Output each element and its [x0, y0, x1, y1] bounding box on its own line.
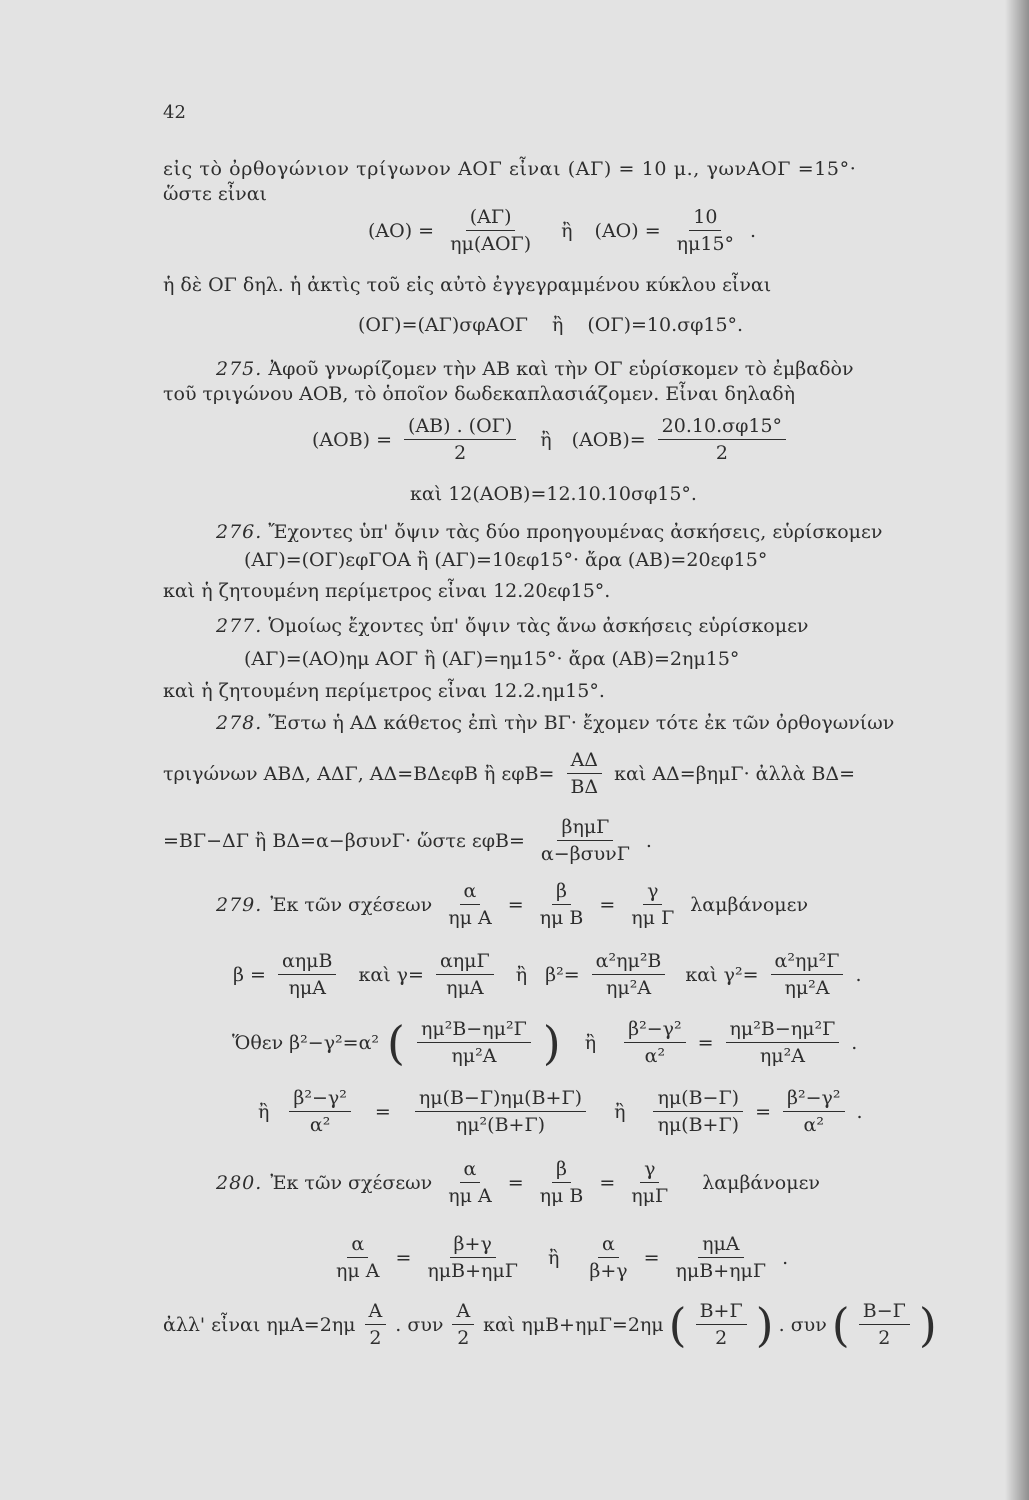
paragraph-278-line1	[216, 712, 894, 734]
numerator: β	[552, 880, 571, 905]
denominator: 2	[454, 442, 467, 464]
left-paren: (	[831, 1297, 850, 1352]
numerator: βημΓ	[557, 816, 613, 841]
eq-text: β =	[233, 963, 266, 986]
eq-text: λαμβάνομεν	[690, 893, 809, 916]
eq-equals: =	[507, 893, 524, 916]
paragraph-276-line1	[216, 521, 882, 543]
text-line: εἰς τὸ ὀρθογώνιον τρίγωνον ΑΟΓ εἶναι (ΑΓ) = 10 μ., γωνΑΟΓ =15°·	[163, 158, 857, 180]
numerator: β	[552, 1158, 571, 1183]
fraction	[452, 1300, 474, 1349]
eq-or: ἢ	[515, 963, 528, 986]
fraction	[436, 950, 494, 999]
eq-text: Ἐκ τῶν σχέσεων	[270, 1171, 433, 1194]
fraction	[446, 206, 535, 255]
eq-equals: =	[507, 1171, 524, 1194]
fraction	[771, 950, 844, 999]
fraction	[592, 950, 666, 999]
eq-equals: =	[599, 893, 616, 916]
eq-text: β²=	[545, 963, 580, 986]
denominator: α²	[803, 1114, 824, 1136]
numerator: Β−Γ	[859, 1300, 910, 1325]
denominator: α−βσυνΓ	[540, 843, 630, 865]
fraction	[536, 880, 588, 929]
eq-equals: =	[395, 1246, 412, 1269]
denominator: ημΒ+ημΓ	[675, 1260, 767, 1282]
fraction	[696, 1300, 747, 1349]
fraction	[658, 415, 786, 464]
denominator: ημ²(Β+Γ)	[455, 1114, 546, 1136]
equation-278-b	[163, 816, 652, 865]
fraction	[624, 1018, 686, 1067]
eq-end: .	[782, 1246, 789, 1269]
denominator: 2	[715, 1327, 728, 1349]
eq-text: λαμβάνομεν	[702, 1171, 820, 1194]
denominator: ημΓ	[631, 1185, 669, 1207]
numerator: Α	[452, 1300, 474, 1325]
equation-aob	[312, 415, 790, 464]
numerator: αημΒ	[278, 950, 337, 975]
denominator: ημΑ	[446, 977, 484, 999]
numerator: 20.10.σφ15°	[658, 415, 786, 440]
eq-text: . συν	[395, 1313, 444, 1336]
paragraph-276-equation: (ΑΓ)=(ΟΓ)εφΓΟΑ ἢ (ΑΓ)=10εφ15°· ἄρα (ΑΒ)=20εφ15°	[244, 549, 768, 571]
denominator: ημ Β	[539, 1185, 584, 1207]
denominator: ημΒ+ημΓ	[427, 1260, 518, 1282]
denominator: β+γ	[589, 1260, 628, 1282]
eq-end: .	[855, 963, 862, 986]
eq-text: ἀλλ' εἶναι ημΑ=2ημ	[163, 1313, 356, 1336]
text-line: ἡ δὲ ΟΓ δηλ. ἡ ἀκτὶς τοῦ εἰς αὐτὸ ἐγγεγραμμένου κύκλου εἶναι	[163, 274, 772, 296]
text: Ἀφοῦ γνωρίζομεν τὴν ΑΒ καὶ τὴν ΟΓ εὑρίσκομεν τὸ ἐμβαδὸν	[268, 358, 854, 380]
paragraph-275-line1	[216, 358, 854, 380]
denominator: 2	[457, 1327, 470, 1349]
fraction	[783, 1087, 845, 1136]
equation-279-r1	[233, 950, 862, 999]
denominator: ημ Α	[448, 907, 492, 929]
eq-text: . συν	[778, 1313, 827, 1336]
eq-or: ἢ	[614, 1100, 626, 1123]
fraction	[672, 1233, 771, 1282]
numerator: Α	[365, 1300, 387, 1325]
numerator: β²−γ²	[783, 1087, 845, 1112]
fraction	[673, 206, 738, 255]
eq-or: ἢ	[540, 428, 552, 451]
equation-279-r2	[232, 1015, 858, 1070]
equation-280-r2	[163, 1297, 937, 1352]
denominator: ημ²Α	[759, 1045, 805, 1067]
fraction	[859, 1300, 910, 1349]
numerator: α	[347, 1233, 368, 1258]
paragraph-277-line1	[216, 615, 809, 637]
denominator: 2	[369, 1327, 382, 1349]
exercise-number: 277.	[216, 615, 263, 637]
eq-end: .	[750, 219, 757, 242]
fraction	[537, 816, 634, 865]
fraction	[423, 1233, 522, 1282]
exercise-number: 276.	[216, 521, 263, 543]
numerator: α	[460, 1158, 481, 1183]
fraction	[444, 880, 496, 929]
eq-or: ἢ	[547, 1246, 560, 1269]
fraction	[332, 1233, 384, 1282]
numerator: Β+Γ	[696, 1300, 747, 1325]
denominator: ΒΔ	[570, 776, 599, 798]
numerator: α²ημ²Β	[592, 950, 666, 975]
fraction	[404, 415, 516, 464]
paragraph-275-line2: τοῦ τριγώνου ΑΟΒ, τὸ ὁποῖον δωδεκαπλασιάζομεν. Εἶναι δηλαδὴ	[163, 383, 796, 405]
equation-280-r1	[328, 1233, 788, 1282]
eq-text: Ἐκ τῶν σχέσεων	[270, 893, 433, 916]
eq-or: ἢ	[561, 219, 573, 242]
eq-end: .	[645, 829, 652, 852]
denominator: ημ²Α	[451, 1045, 497, 1067]
fraction	[566, 749, 602, 798]
paragraph-277-equation: (ΑΓ)=(ΑΟ)ημ ΑΟΓ ἢ (ΑΓ)=ημ15°· ἄρα (ΑΒ)=2ημ15°	[244, 648, 740, 670]
numerator: γ	[643, 880, 662, 905]
fraction	[444, 1158, 496, 1207]
page-edge-shadow	[1005, 0, 1029, 1500]
paragraph-277-line2: καὶ ἡ ζητουμένη περίμετρος εἶναι 12.2.ημ15°.	[163, 680, 605, 702]
eq-text: καὶ ΑΔ=βημΓ· ἀλλὰ ΒΔ=	[614, 762, 856, 785]
text-line: ὥστε εἶναι	[163, 183, 267, 205]
fraction	[585, 1233, 631, 1282]
denominator: ημ²Α	[784, 977, 830, 999]
fraction	[627, 880, 678, 929]
numerator: β²−γ²	[289, 1087, 351, 1112]
exercise-number: 280.	[216, 1171, 263, 1194]
numerator: α²ημ²Γ	[771, 950, 844, 975]
eq-end: .	[851, 1031, 858, 1054]
text: Ὁμοίως ἔχοντες ὑπ' ὄψιν τὰς ἄνω ἀσκήσεις εὑρίσκομεν	[268, 615, 809, 637]
eq-text: (ΟΓ)=10.σφ15°.	[587, 314, 744, 336]
eq-text: τριγώνων ΑΒΔ, ΑΔΓ, ΑΔ=ΒΔεφΒ ἢ εφΒ=	[163, 762, 555, 785]
equation-279-r3	[258, 1087, 863, 1136]
numerator: α	[598, 1233, 619, 1258]
eq-or: ἢ	[552, 314, 564, 336]
denominator: ημ²Α	[605, 977, 652, 999]
eq-equals: =	[643, 1246, 660, 1269]
eq-or: ἢ	[258, 1100, 270, 1123]
fraction	[417, 1018, 531, 1067]
numerator: β²−γ²	[624, 1018, 686, 1043]
eq-end: .	[856, 1100, 863, 1123]
fraction	[536, 1158, 588, 1207]
exercise-number: 275.	[216, 358, 263, 380]
equation-278-a	[163, 749, 855, 798]
equation-ao	[368, 206, 756, 255]
denominator: ημ Α	[336, 1260, 380, 1282]
right-paren: )	[542, 1015, 561, 1070]
denominator: ημ(Β+Γ)	[657, 1114, 740, 1136]
equation-og	[358, 314, 743, 336]
eq-text: καὶ γ=	[358, 963, 424, 986]
numerator: 10	[689, 206, 721, 231]
text-line: καὶ 12(ΑΟΒ)=12.10.10σφ15°.	[410, 483, 697, 505]
denominator: 2	[878, 1327, 891, 1349]
right-paren: )	[755, 1297, 774, 1352]
right-paren: )	[918, 1297, 937, 1352]
left-paren: (	[387, 1015, 405, 1070]
fraction	[278, 950, 337, 999]
numerator: (ΑΓ)	[466, 206, 516, 231]
text: Ἔχοντες ὑπ' ὄψιν τὰς δύο προηγουμένας ἀσκήσεις, εὑρίσκομεν	[268, 521, 883, 543]
numerator: (ΑΒ) . (ΟΓ)	[404, 415, 516, 440]
equation-280-lead	[216, 1158, 820, 1207]
denominator: ημ(ΑΟΓ)	[450, 233, 532, 255]
eq-text: (ΑΟ) =	[594, 219, 661, 242]
exercise-number: 279.	[216, 893, 263, 916]
eq-text: (ΑΟΒ)=	[571, 428, 646, 451]
denominator: ημ Γ	[631, 907, 675, 929]
fraction	[415, 1087, 586, 1136]
denominator: α²	[309, 1114, 331, 1136]
eq-equals: =	[374, 1100, 391, 1123]
denominator: α²	[644, 1045, 666, 1067]
eq-text: (ΑΟ) =	[368, 219, 435, 242]
numerator: ΑΔ	[567, 749, 602, 774]
paragraph-276-line2: καὶ ἡ ζητουμένη περίμετρος εἶναι 12.20εφ15°.	[163, 580, 611, 602]
numerator: γ	[640, 1158, 659, 1183]
fraction	[627, 1158, 672, 1207]
eq-equals: =	[697, 1031, 714, 1054]
numerator: α	[460, 880, 481, 905]
numerator: ημ(Β−Γ)ημ(Β+Γ)	[415, 1087, 586, 1112]
denominator: ημ Β	[539, 907, 584, 929]
numerator: αημΓ	[436, 950, 494, 975]
denominator: ημΑ	[288, 977, 326, 999]
eq-text: (ΑΟΒ) =	[312, 428, 393, 451]
numerator: ημ²Β−ημ²Γ	[726, 1018, 840, 1043]
numerator: β+γ	[450, 1233, 496, 1258]
eq-text: (ΟΓ)=(ΑΓ)σφΑΟΓ	[358, 314, 528, 336]
page-number: 42	[163, 102, 186, 123]
numerator: ημ(Β−Γ)	[653, 1087, 743, 1112]
eq-equals: =	[755, 1100, 771, 1123]
denominator: ημ Α	[448, 1185, 492, 1207]
fraction	[726, 1018, 840, 1067]
denominator: ημ15°	[676, 233, 735, 255]
equation-279-lead	[216, 880, 808, 929]
denominator: 2	[715, 442, 728, 464]
eq-equals: =	[599, 1171, 616, 1194]
eq-text: καὶ γ²=	[685, 963, 759, 986]
eq-text: καὶ ημΒ+ημΓ=2ημ	[483, 1313, 664, 1336]
left-paren: (	[668, 1297, 687, 1352]
exercise-number: 278.	[216, 712, 263, 734]
fraction	[289, 1087, 351, 1136]
eq-text: Ὅθεν β²−γ²=α²	[232, 1031, 380, 1054]
numerator: ημΑ	[698, 1233, 743, 1258]
fraction	[365, 1300, 387, 1349]
text: Ἔστω ἡ ΑΔ κάθετος ἐπὶ τὴν ΒΓ· ἔχομεν τότε ἐκ τῶν ὀρθογωνίων	[268, 712, 895, 734]
eq-text: =ΒΓ−ΔΓ ἢ ΒΔ=α−βσυνΓ· ὥστε εφΒ=	[163, 829, 525, 852]
eq-or: ἢ	[584, 1031, 597, 1054]
numerator: ημ²Β−ημ²Γ	[417, 1018, 531, 1043]
fraction	[653, 1087, 743, 1136]
